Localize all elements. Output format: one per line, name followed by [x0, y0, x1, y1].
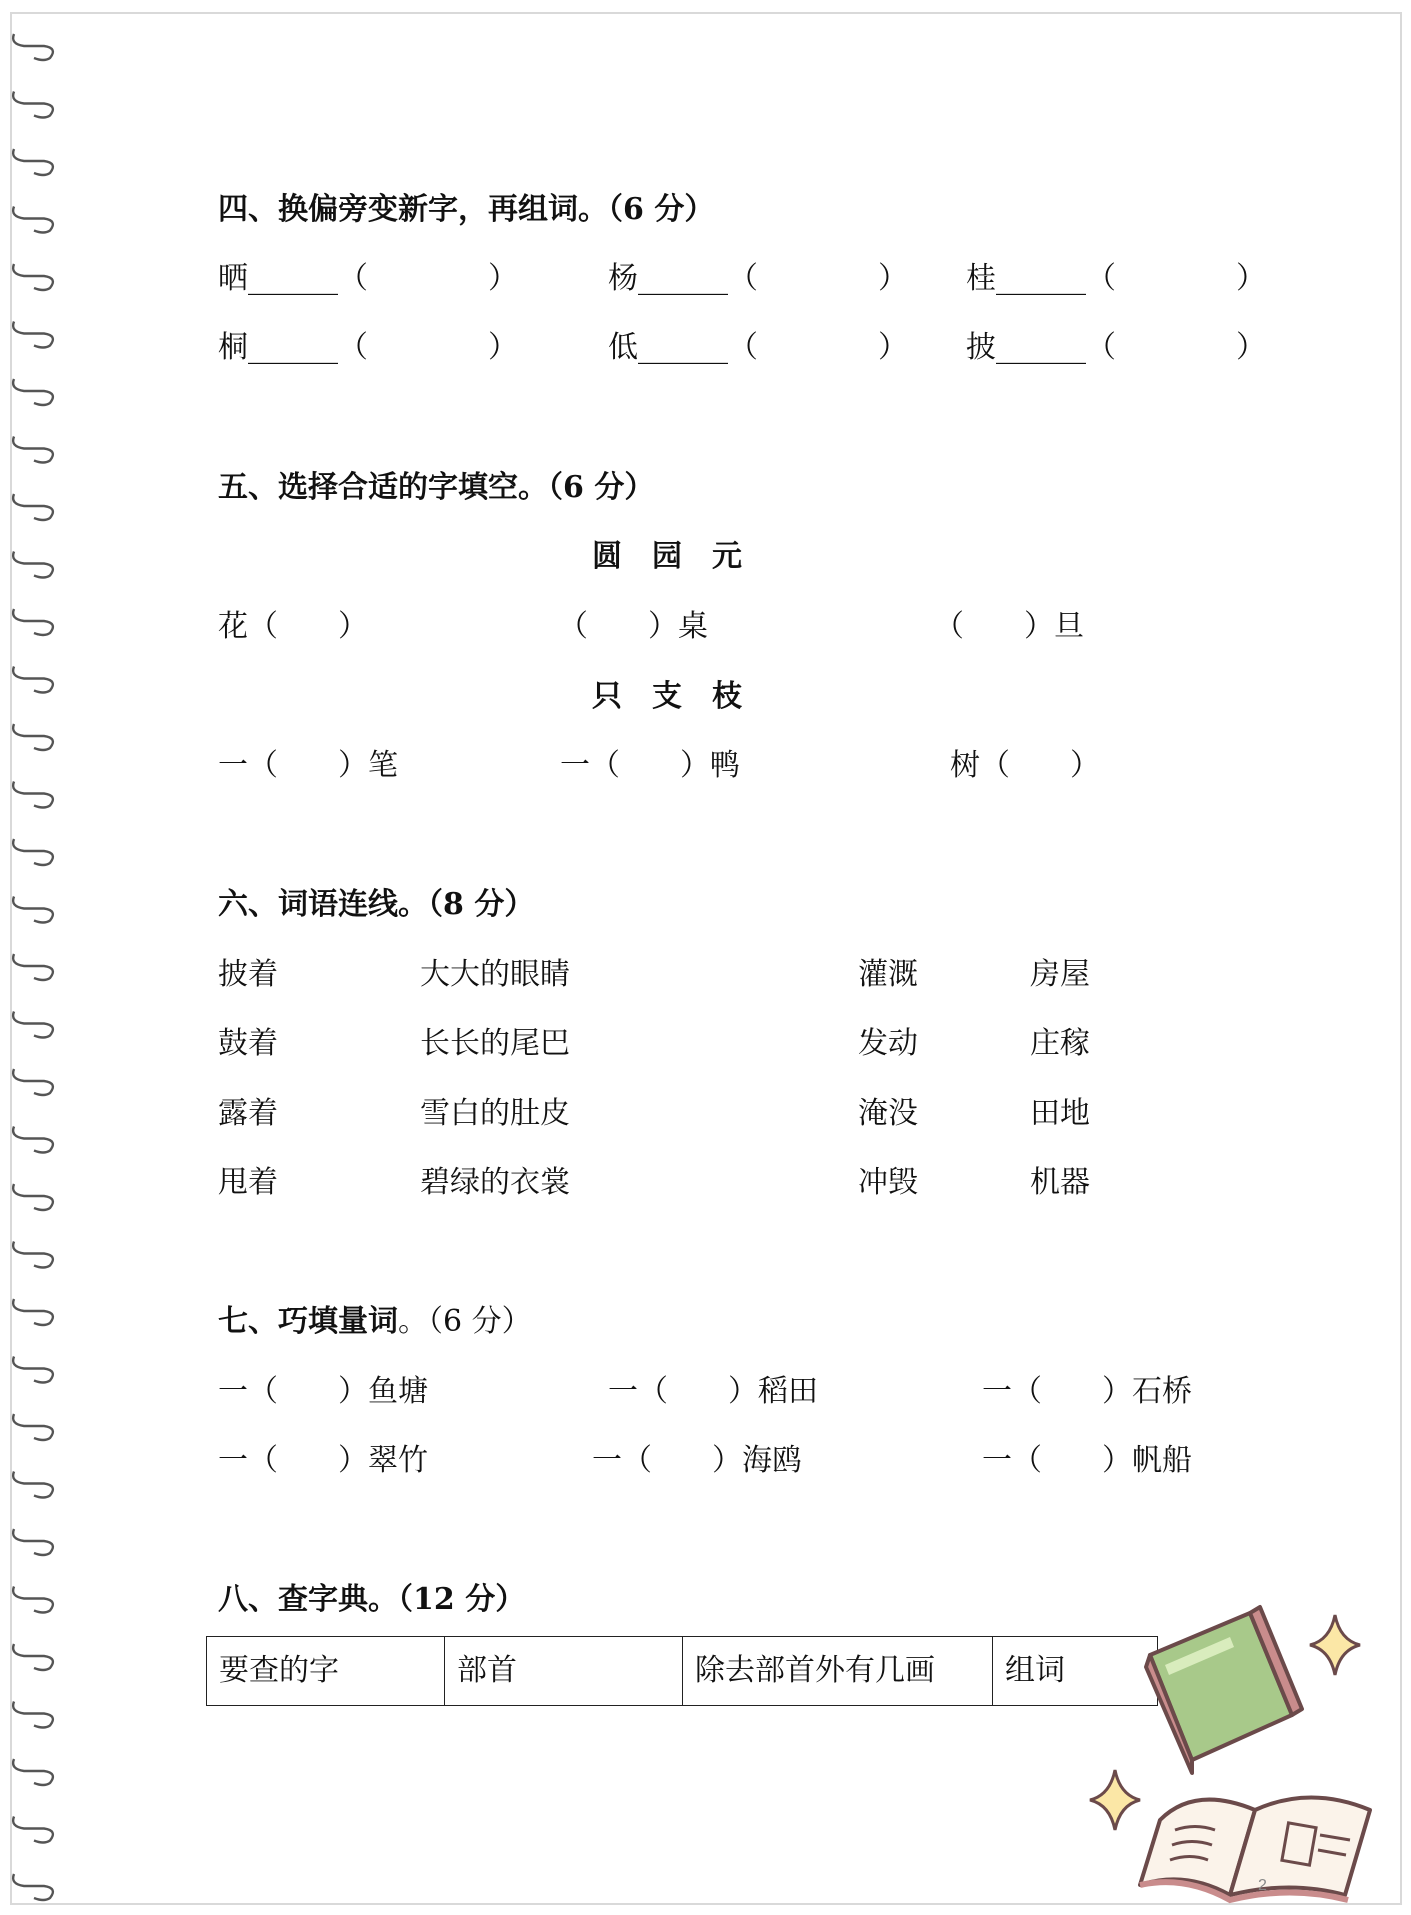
- binding-ring: [13, 1874, 53, 1900]
- dictionary-table: [206, 1636, 1158, 1706]
- binding-ring: [13, 1759, 53, 1785]
- sec6-colA-3: 露着: [218, 1096, 278, 1131]
- binding-ring: [13, 92, 53, 118]
- sec5-row1-item-1: 花（ ）: [218, 609, 368, 644]
- sec6-colD-3: 田地: [1030, 1096, 1090, 1131]
- binding-ring: [13, 1357, 53, 1383]
- sec7-row1-item-2: 一（ ）稻田: [608, 1374, 818, 1409]
- sec7-row1-item-1: 一（ ）鱼塘: [218, 1374, 428, 1409]
- table-header-char: 要查的字: [207, 1637, 445, 1705]
- binding-ring: [13, 609, 53, 635]
- sec6-colB-4: 碧绿的衣裳: [420, 1165, 570, 1200]
- binding-ring: [13, 1242, 53, 1268]
- binding-ring: [13, 437, 53, 463]
- sec6-colA-2: 鼓着: [218, 1026, 278, 1061]
- table-header-words: 组词: [1005, 1653, 1065, 1688]
- table-header-strokes: 除去部首外有几画: [683, 1637, 993, 1705]
- binding-ring: [13, 1414, 53, 1440]
- section-5-title: 五、选择合适的字填空。（6 分）: [218, 470, 655, 505]
- sec6-colC-2: 发动: [858, 1026, 918, 1061]
- books-illustration: [1080, 1595, 1400, 1905]
- section-6-title: 六、词语连线。（8 分）: [218, 887, 535, 922]
- binding-ring: [13, 1587, 53, 1613]
- sec5-row1-item-3: （ ）旦: [934, 609, 1084, 644]
- sec4-item-6: 披______（ ）: [966, 330, 1266, 365]
- binding-ring: [13, 667, 53, 693]
- section-8-title: 八、查字典。（12 分）: [218, 1582, 526, 1617]
- sec7-row1-item-3: 一（ ）石桥: [982, 1374, 1192, 1409]
- sparkle-icon: [1310, 1615, 1360, 1675]
- sec4-item-5: 低______（ ）: [608, 330, 908, 365]
- sec6-colD-2: 庄稼: [1030, 1026, 1090, 1061]
- section-7-title-main: 七、巧填量词: [218, 1304, 398, 1339]
- spiral-binding: [0, 0, 80, 1915]
- binding-ring: [13, 1127, 53, 1153]
- section-7-title-points: 。（6 分）: [398, 1304, 532, 1339]
- sec6-colA-4: 甩着: [218, 1165, 278, 1200]
- sec5-choice-group-2: 只 支 枝: [592, 679, 742, 714]
- binding-ring: [13, 782, 53, 808]
- sec4-item-3: 桂______（ ）: [966, 261, 1266, 296]
- page-number: 2: [1258, 1877, 1267, 1894]
- binding-ring: [13, 1702, 53, 1728]
- binding-ring: [13, 149, 53, 175]
- sec6-colB-2: 长长的尾巴: [420, 1026, 570, 1061]
- sec6-colD-4: 机器: [1030, 1165, 1090, 1200]
- binding-ring: [13, 494, 53, 520]
- sec5-row1-item-2: （ ）桌: [558, 609, 708, 644]
- sparkle-icon: [1090, 1770, 1140, 1830]
- sec7-row2-item-1: 一（ ）翠竹: [218, 1443, 428, 1478]
- binding-ring: [13, 724, 53, 750]
- binding-ring: [13, 322, 53, 348]
- sec5-row2-item-2: 一（ ）鸭: [560, 748, 740, 783]
- binding-ring: [13, 1184, 53, 1210]
- binding-ring: [13, 1012, 53, 1038]
- sec5-choice-group-1: 圆 园 元: [592, 539, 742, 574]
- binding-ring: [13, 1644, 53, 1670]
- sec5-row2-item-1: 一（ ）笔: [218, 748, 398, 783]
- binding-ring: [13, 207, 53, 233]
- open-book-icon: [1140, 1798, 1370, 1901]
- binding-ring: [13, 954, 53, 980]
- sec6-colA-1: 披着: [218, 957, 278, 992]
- binding-ring: [13, 1472, 53, 1498]
- binding-ring: [13, 264, 53, 290]
- sec6-colC-4: 冲毁: [858, 1165, 918, 1200]
- binding-ring: [13, 552, 53, 578]
- binding-ring: [13, 1069, 53, 1095]
- sec4-item-4: 桐______（ ）: [218, 330, 518, 365]
- sec4-item-1: 晒______（ ）: [218, 261, 518, 296]
- binding-ring: [13, 1817, 53, 1843]
- binding-ring: [13, 897, 53, 923]
- sec6-colC-1: 灌溉: [858, 957, 918, 992]
- sec4-item-2: 杨______（ ）: [608, 261, 908, 296]
- binding-ring: [13, 379, 53, 405]
- sec6-colB-3: 雪白的肚皮: [420, 1096, 570, 1131]
- section-7-title: [218, 1302, 532, 1342]
- green-book-icon: [1146, 1607, 1302, 1773]
- table-header-radical: 部首: [445, 1637, 683, 1705]
- sec5-row2-item-3: 树（ ）: [950, 748, 1100, 783]
- sec7-row2-item-3: 一（ ）帆船: [982, 1443, 1192, 1478]
- binding-ring: [13, 34, 53, 60]
- sec7-row2-item-2: 一（ ）海鸥: [592, 1443, 802, 1478]
- sec6-colC-3: 淹没: [858, 1096, 918, 1131]
- section-4-title: 四、换偏旁变新字，再组词。（6 分）: [218, 192, 715, 227]
- binding-ring: [13, 1299, 53, 1325]
- sec6-colD-1: 房屋: [1030, 957, 1090, 992]
- sec6-colB-1: 大大的眼睛: [420, 957, 570, 992]
- binding-ring: [13, 839, 53, 865]
- binding-ring: [13, 1529, 53, 1555]
